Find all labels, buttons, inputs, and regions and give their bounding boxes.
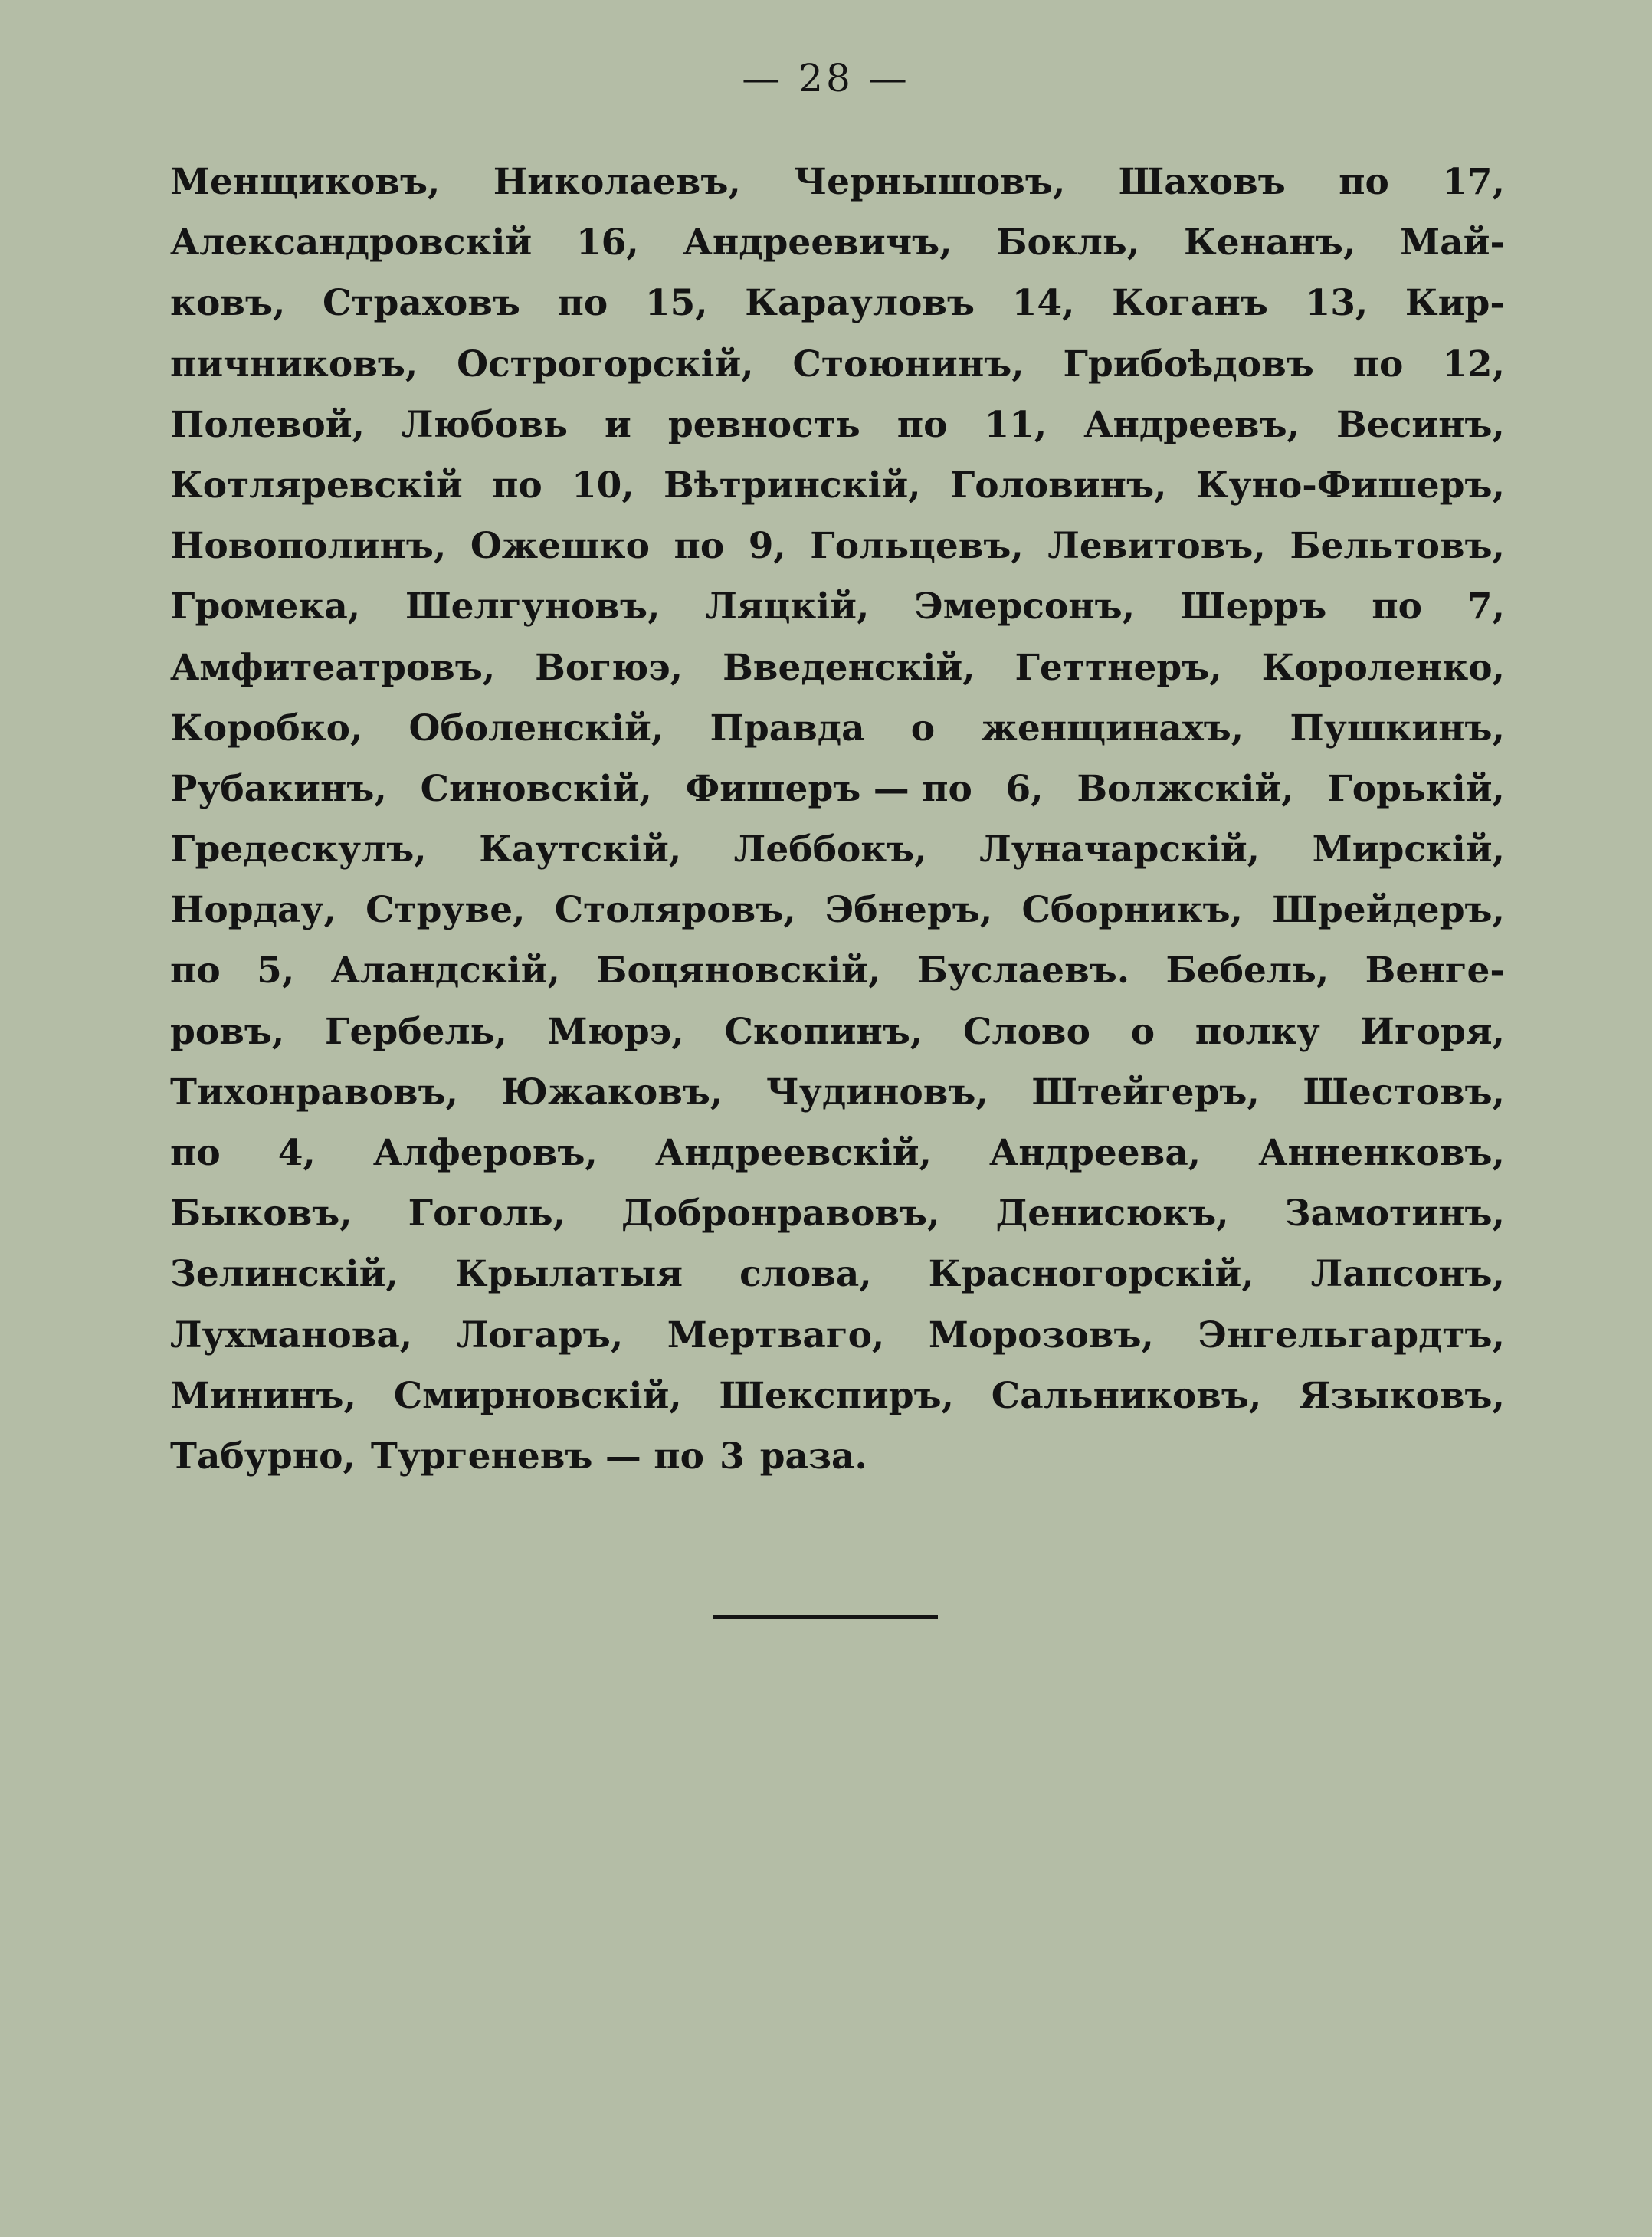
word: Мюрэ,	[547, 1010, 684, 1053]
word: 7,	[1467, 585, 1505, 628]
word: 4,	[277, 1132, 316, 1174]
word: Мининъ,	[170, 1374, 356, 1417]
text-line	[170, 576, 1505, 637]
word: 13,	[1305, 282, 1368, 325]
word: Менщиковъ,	[170, 161, 441, 203]
word: 17,	[1442, 161, 1505, 203]
word: ровъ,	[170, 1010, 285, 1053]
word: Короленко,	[1261, 646, 1505, 689]
word: 3	[719, 1435, 745, 1478]
word: Коробко,	[170, 707, 363, 749]
word: полку	[1195, 1010, 1320, 1053]
word: Гольцевъ,	[810, 525, 1024, 568]
word: 10,	[571, 464, 634, 507]
word: Андреевскій,	[654, 1132, 932, 1174]
word: о	[1130, 1010, 1155, 1053]
word: Эбнеръ,	[824, 889, 993, 932]
word: Мирскій,	[1312, 828, 1505, 871]
word: Анненковъ,	[1258, 1132, 1505, 1174]
word: женщинахъ,	[981, 707, 1244, 749]
word: Ожешко	[470, 525, 650, 568]
word: Громека,	[170, 585, 361, 628]
word: Гербель,	[325, 1010, 507, 1053]
word: по	[674, 525, 725, 568]
word: ковъ,	[170, 282, 286, 325]
word: Гоголь,	[408, 1192, 565, 1235]
word: и	[605, 403, 631, 446]
word: Андреева,	[988, 1132, 1201, 1174]
word: Сальниковъ,	[991, 1374, 1262, 1417]
word: Коганъ	[1112, 282, 1268, 325]
word: по	[1339, 161, 1389, 203]
text-line	[170, 212, 1505, 273]
word: Лапсонъ,	[1310, 1253, 1505, 1296]
word: 6,	[1005, 767, 1044, 810]
word: Аландскій,	[330, 950, 560, 992]
word: Тургеневъ — по	[370, 1435, 704, 1478]
word: 15,	[644, 282, 708, 325]
word: 9,	[748, 525, 786, 568]
word: Рубакинъ,	[170, 767, 387, 810]
text-line	[170, 152, 1505, 212]
word: Чудиновъ,	[765, 1071, 988, 1114]
word: Пушкинъ,	[1290, 707, 1505, 749]
word: Морозовъ,	[928, 1314, 1154, 1356]
word: Бельтовъ,	[1290, 525, 1505, 568]
word: Табурно,	[170, 1435, 356, 1478]
word: Андреевичъ,	[683, 221, 952, 264]
word: Любовь	[402, 403, 569, 446]
word: Кенанъ,	[1183, 221, 1356, 264]
word: Горькій,	[1327, 767, 1505, 810]
word: Андреевъ,	[1083, 403, 1300, 446]
text-line	[170, 455, 1505, 516]
text-line	[170, 1305, 1505, 1366]
word: раза.	[759, 1435, 867, 1478]
word: Зелинскій,	[170, 1253, 398, 1296]
word: пичниковъ,	[170, 343, 418, 385]
word: Эмерсонъ,	[914, 585, 1136, 628]
text-line	[170, 1183, 1505, 1244]
word: Стоюнинъ,	[792, 343, 1024, 385]
text-line	[170, 940, 1505, 1001]
word: по	[896, 403, 948, 446]
word: Волжскій,	[1077, 767, 1294, 810]
word: Слово	[963, 1010, 1090, 1053]
word: Гредескулъ,	[170, 828, 427, 871]
word: Луначарскій,	[979, 828, 1260, 871]
word: Энгельгардтъ,	[1198, 1314, 1505, 1356]
word: Языковъ,	[1299, 1374, 1505, 1417]
word: Штейгеръ,	[1031, 1071, 1260, 1114]
word: по	[1352, 343, 1404, 385]
word: 5,	[257, 950, 295, 992]
page-number: — 28 —	[742, 56, 910, 100]
word: Карауловъ	[745, 282, 975, 325]
word: Шелгуновъ,	[405, 585, 660, 628]
word: Май-	[1400, 221, 1505, 264]
word: Столяровъ,	[554, 889, 796, 932]
text-line	[170, 273, 1505, 333]
word: Струве,	[365, 889, 526, 932]
word: Мертваго,	[667, 1314, 885, 1356]
word: по	[170, 950, 221, 992]
section-divider-rule	[713, 1615, 938, 1619]
word: Венге-	[1365, 950, 1505, 992]
word: Фишеръ — по	[685, 767, 972, 810]
word: Тихонравовъ,	[170, 1071, 458, 1114]
word: Левитовъ,	[1047, 525, 1266, 568]
word: слова,	[739, 1253, 872, 1296]
word: Денисюкъ,	[995, 1192, 1229, 1235]
word: Николаевъ,	[493, 161, 741, 203]
word: 11,	[984, 403, 1047, 446]
text-line	[170, 759, 1505, 819]
word: Новополинъ,	[170, 525, 447, 568]
word: ревность	[667, 403, 860, 446]
author-frequency-list	[170, 152, 1505, 1487]
word: Быковъ,	[170, 1192, 352, 1235]
text-line	[170, 1123, 1505, 1183]
word: Лухманова,	[170, 1314, 413, 1356]
word: Синовскій,	[420, 767, 652, 810]
word: Замотинъ,	[1284, 1192, 1505, 1235]
word: Шестовъ,	[1303, 1071, 1505, 1114]
word: Леббокъ,	[733, 828, 927, 871]
word: Вѣтринскій,	[663, 464, 921, 507]
text-line	[170, 395, 1505, 455]
word: Острогорскій,	[457, 343, 754, 385]
word: Правда	[710, 707, 865, 749]
text-line	[170, 638, 1505, 698]
text-line	[170, 1002, 1505, 1062]
word: по	[1372, 585, 1422, 628]
word: Грибоѣдовъ	[1063, 343, 1314, 385]
word: Добронравовъ,	[621, 1192, 940, 1235]
word: Смирновскій,	[393, 1374, 682, 1417]
word: Котляревскій	[170, 464, 463, 507]
word: Амфитеатровъ,	[170, 646, 496, 689]
word: Логаръ,	[456, 1314, 624, 1356]
text-line	[170, 334, 1505, 395]
text-line	[170, 880, 1505, 940]
word: 16,	[575, 221, 639, 264]
word: Алферовъ,	[372, 1132, 598, 1174]
word: о	[910, 707, 936, 749]
word: Крылатыя	[454, 1253, 683, 1296]
word: Каутскій,	[479, 828, 682, 871]
word: Чернышовъ,	[794, 161, 1066, 203]
word: Оболенскій,	[408, 707, 664, 749]
text-line	[170, 1366, 1505, 1426]
word: Весинъ,	[1336, 403, 1505, 446]
word: по	[170, 1132, 221, 1174]
word: Скопинъ,	[724, 1010, 923, 1053]
word: Введенскій,	[723, 646, 975, 689]
word: Буслаевъ.	[916, 950, 1130, 992]
text-line	[170, 516, 1505, 576]
word: Головинъ,	[949, 464, 1167, 507]
word: Шаховъ	[1118, 161, 1286, 203]
word: Игоря,	[1360, 1010, 1505, 1053]
word: Бокль,	[996, 221, 1140, 264]
word: Боцяновскій,	[596, 950, 881, 992]
text-line	[170, 698, 1505, 759]
word: 14,	[1011, 282, 1075, 325]
word: по	[492, 464, 542, 507]
word: Куно-Фишеръ,	[1195, 464, 1505, 507]
text-line	[170, 819, 1505, 880]
word: Шекспиръ,	[719, 1374, 955, 1417]
word: Вогюэ,	[535, 646, 683, 689]
word: Шрейдеръ,	[1272, 889, 1505, 932]
word: Страховъ	[322, 282, 520, 325]
text-line	[170, 1062, 1505, 1123]
word: Бебель,	[1165, 950, 1329, 992]
text-line	[170, 1244, 1505, 1304]
word: по	[557, 282, 608, 325]
word: 12,	[1442, 343, 1505, 385]
word: Полевой,	[170, 403, 365, 446]
word: Нордау,	[170, 889, 336, 932]
word: Шерръ	[1180, 585, 1327, 628]
word: Ляцкій,	[705, 585, 870, 628]
word: Красногорскій,	[928, 1253, 1254, 1296]
word: Кир-	[1405, 282, 1505, 325]
word: Южаковъ,	[501, 1071, 723, 1114]
word: Александровскій	[170, 221, 533, 264]
word: Сборникъ,	[1021, 889, 1244, 932]
text-line-last	[170, 1426, 1505, 1487]
word: Геттнеръ,	[1014, 646, 1222, 689]
